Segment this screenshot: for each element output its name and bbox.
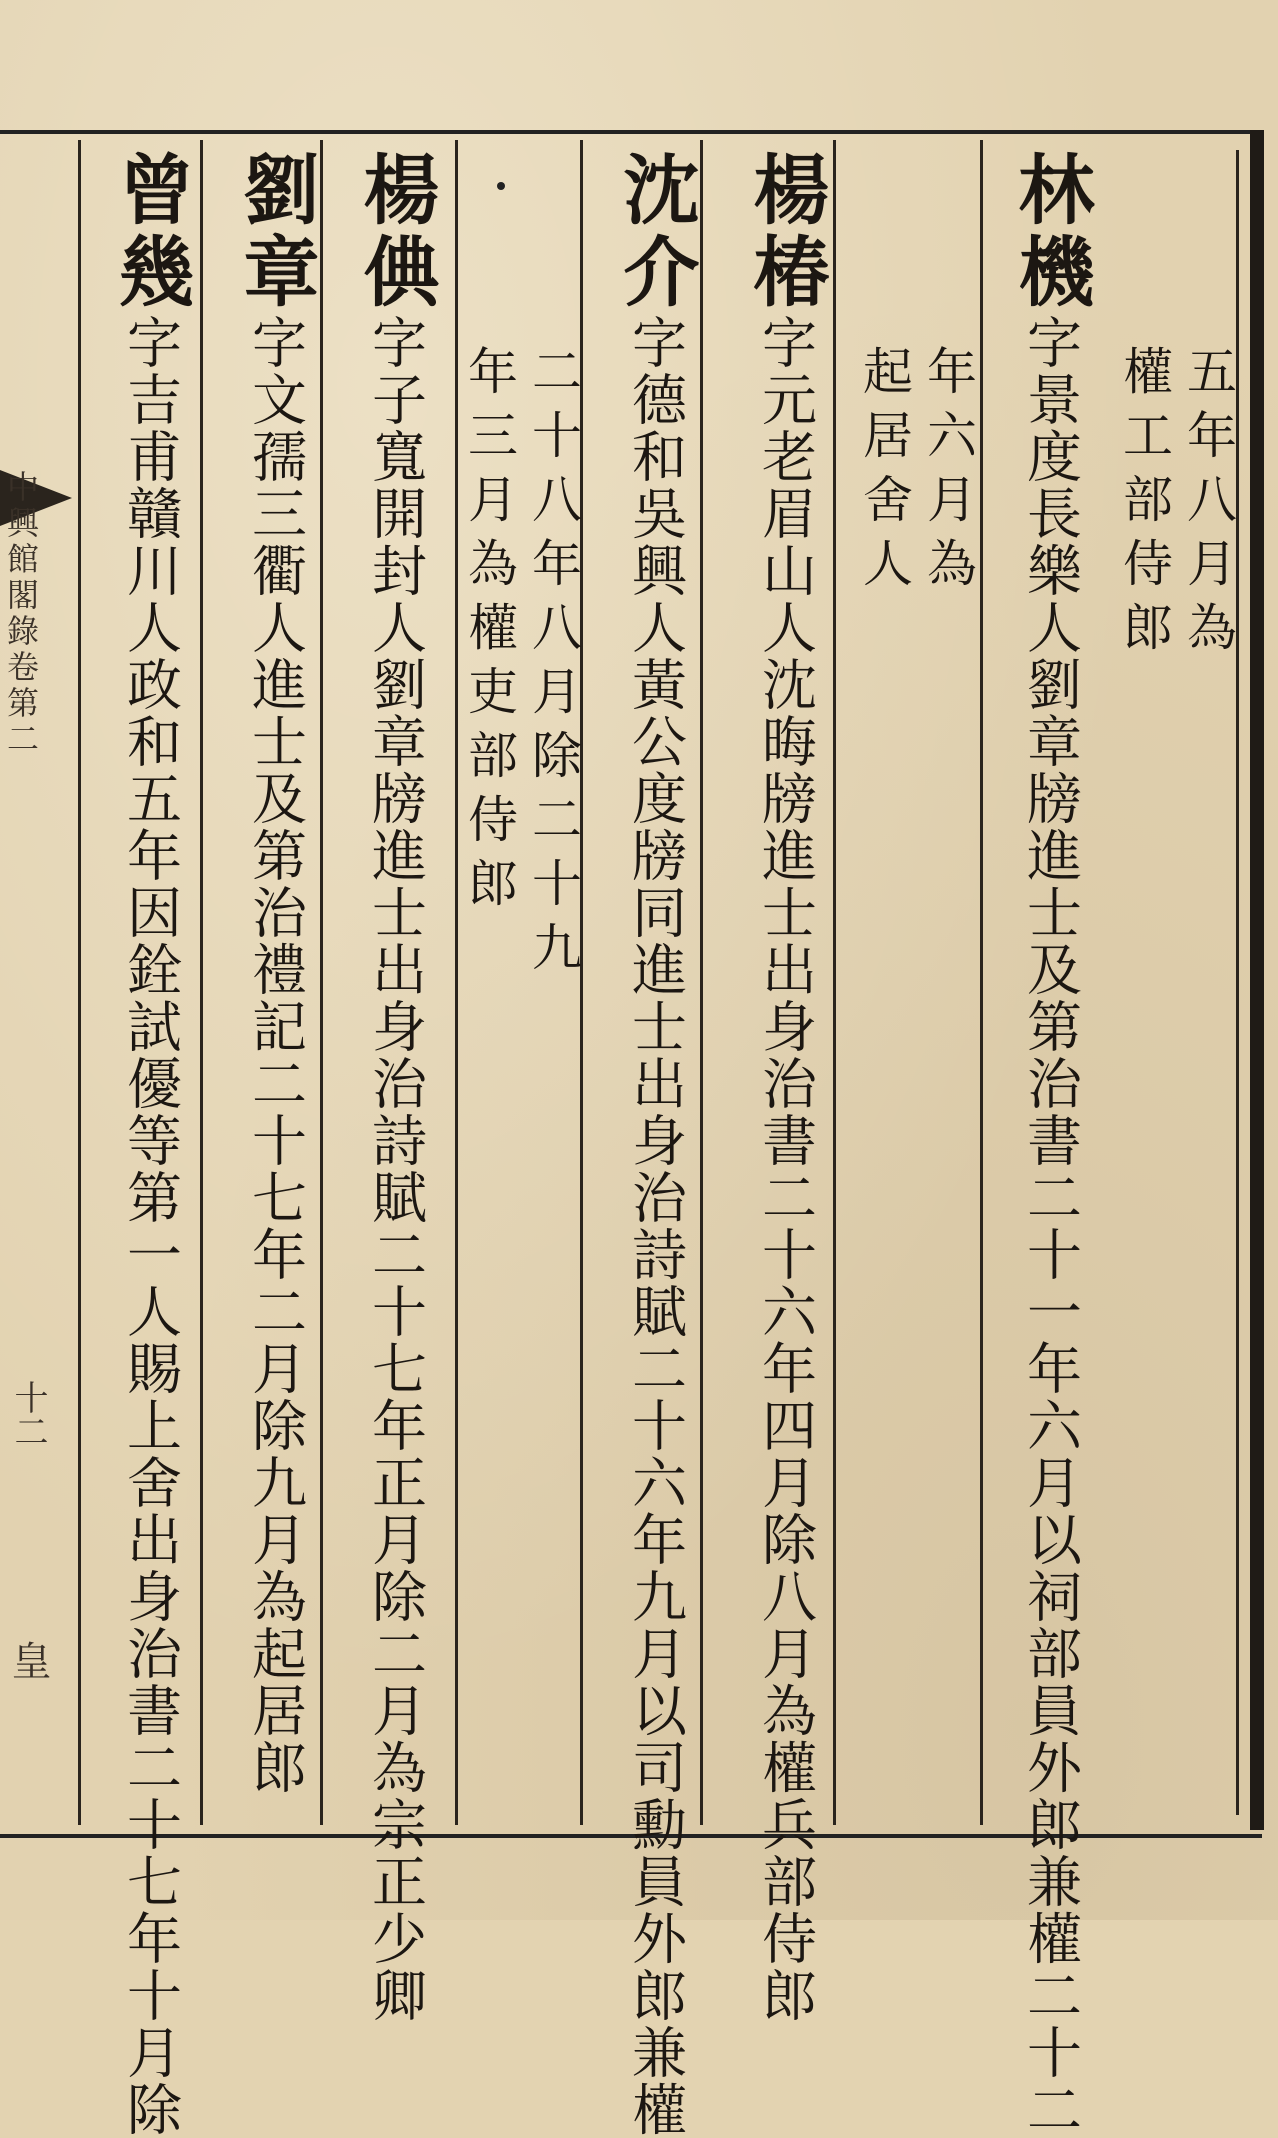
margin-folio-number: 十二 xyxy=(8,1380,48,1448)
entry-shen-jie xyxy=(590,150,710,2138)
punctuation-dot xyxy=(497,182,505,190)
entry-name: 劉章 xyxy=(231,150,320,314)
frame-right-thick-border xyxy=(1250,130,1264,1830)
entry-text: 字文孺三衢人進士及第治禮記二十七年二月除九月為起居郎 xyxy=(243,314,307,1796)
entry-text: 字子寬開封人劉章牓進士出身治詩賦二十七年正月除二月為宗正少卿 xyxy=(363,314,427,2024)
entry-text: 字景度長樂人劉章牓進士及第治書二十一年六月以祠部員外郎兼權二十二 xyxy=(1018,314,1082,2138)
margin-mark: 皇 xyxy=(5,1640,51,1680)
entry-liu-zhang xyxy=(210,150,330,1810)
entry-name: 曾幾 xyxy=(106,150,195,314)
entry-note-lin-ji: 五年八月為 權工部侍郎 xyxy=(1115,345,1237,665)
margin-book-title: 中興館閣錄卷第二 xyxy=(2,470,40,758)
column-divider xyxy=(78,140,81,1825)
entry-lin-ji xyxy=(985,150,1105,2138)
entry-name: 沈介 xyxy=(611,150,700,314)
entry-note-yang-chun: 年六月為 起居舍人 xyxy=(855,345,977,601)
entry-name: 楊倎 xyxy=(351,150,440,314)
entry-text: 字德和吳興人黃公度牓同進士出身治詩賦二十六年九月以司勳員外郎兼權 xyxy=(623,314,687,2138)
entry-yang-huan xyxy=(330,150,450,2024)
entry-yang-chun xyxy=(720,150,840,2024)
entry-text: 字元老眉山人沈晦牓進士出身治書二十六年四月除八月為權兵部侍郎 xyxy=(753,314,817,2024)
entry-ceng-ji xyxy=(85,150,205,2138)
entry-name: 楊椿 xyxy=(741,150,830,314)
entry-note-shen-jie: 二十八年八月除二十九 年三月為權吏部侍郎 xyxy=(460,345,582,985)
entry-name: 林機 xyxy=(1006,150,1095,314)
entry-text: 字吉甫贛川人政和五年因銓試優等第一人賜上舍出身治書二十七年十月除 xyxy=(118,314,182,2138)
column-divider xyxy=(980,140,983,1825)
